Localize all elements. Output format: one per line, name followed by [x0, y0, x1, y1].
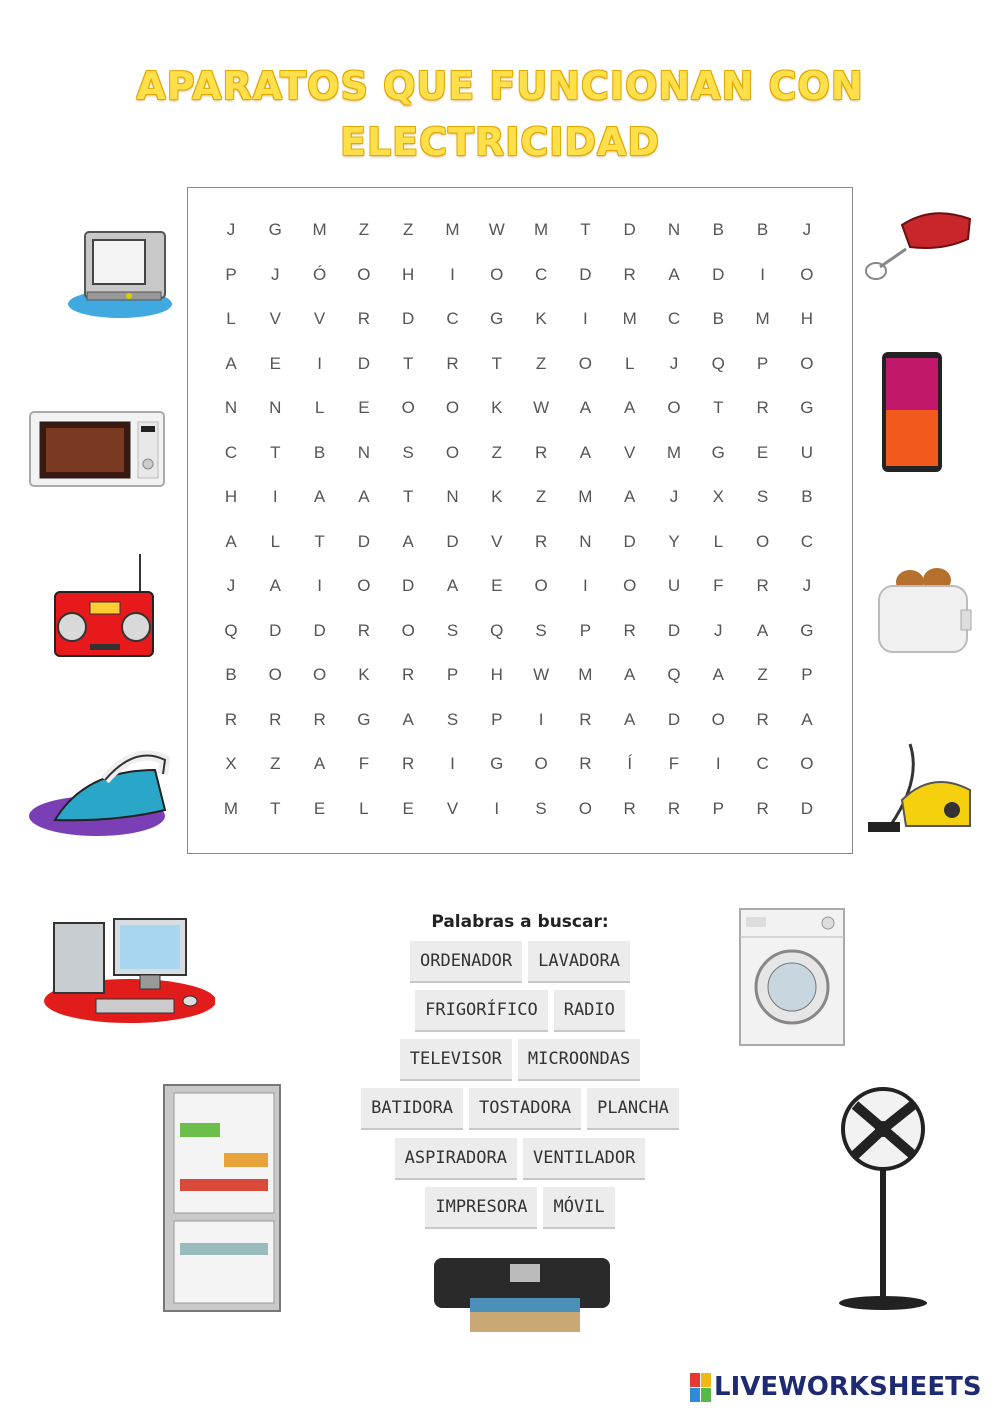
grid-cell[interactable]: B — [313, 442, 326, 462]
grid-cell[interactable]: S — [446, 620, 459, 640]
grid-cell[interactable]: L — [713, 531, 724, 551]
grid-cell[interactable]: B — [712, 220, 724, 239]
grid-cell[interactable]: J — [714, 620, 723, 640]
grid-cell[interactable]: A — [579, 442, 592, 462]
grid-cell[interactable]: O — [800, 353, 814, 373]
grid-cell[interactable]: L — [314, 398, 325, 417]
grid-cell[interactable]: P — [801, 665, 813, 684]
grid-cell[interactable]: I — [450, 264, 455, 284]
grid-cell[interactable]: F — [668, 754, 680, 773]
grid-cell[interactable]: X — [225, 754, 237, 773]
grid-cell[interactable]: R — [667, 798, 681, 818]
grid-cell[interactable]: R — [756, 709, 769, 729]
grid-cell[interactable]: F — [713, 576, 724, 595]
grid-cell[interactable]: R — [579, 754, 592, 773]
grid-cell[interactable]: K — [491, 398, 503, 417]
grid-cell[interactable]: T — [402, 487, 414, 506]
word-chip: ORDENADOR — [410, 941, 522, 983]
grid-cell[interactable]: A — [712, 665, 724, 684]
grid-cell[interactable]: A — [624, 709, 636, 729]
grid-cell[interactable]: E — [269, 353, 281, 373]
grid-cell[interactable]: D — [313, 620, 326, 640]
grid-cell[interactable]: E — [491, 576, 503, 595]
grid-cell[interactable]: I — [583, 309, 588, 328]
grid-cell[interactable]: R — [756, 798, 769, 818]
grid-cell[interactable]: C — [534, 264, 548, 284]
title-line-2: ELECTRICIDAD — [340, 120, 660, 164]
word-search-grid — [187, 187, 853, 854]
grid-cell[interactable]: M — [755, 309, 770, 328]
word-row — [340, 1187, 700, 1229]
grid-cell[interactable]: O — [490, 264, 504, 284]
grid-cell[interactable]: W — [488, 220, 505, 239]
grid-cell[interactable]: H — [402, 264, 415, 284]
grid-cell[interactable]: K — [491, 487, 503, 506]
grid-cell[interactable]: Q — [667, 665, 681, 684]
grid-cell[interactable]: Q — [490, 620, 504, 640]
grid-cell[interactable]: D — [402, 576, 415, 595]
grid-cell[interactable]: M — [312, 220, 327, 239]
grid-cell[interactable]: T — [270, 798, 281, 818]
grid-cell[interactable]: H — [224, 487, 238, 506]
grid-cell[interactable]: O — [401, 398, 415, 417]
grid-cell[interactable]: C — [756, 754, 769, 773]
grid-cell[interactable]: R — [402, 665, 415, 684]
grid-cell[interactable]: O — [534, 754, 548, 773]
word-chip: LAVADORA — [528, 941, 630, 983]
grid-cell[interactable]: Y — [668, 531, 680, 551]
title-line-1: APARATOS QUE FUNCIONAN CON — [136, 64, 864, 108]
grid-cell[interactable]: T — [314, 531, 325, 551]
grid-cell[interactable]: R — [446, 353, 459, 373]
grid-cell[interactable]: D — [712, 264, 725, 284]
grid-cell[interactable]: Z — [491, 442, 502, 462]
word-chip: TOSTADORA — [469, 1088, 581, 1130]
grid-cell[interactable]: O — [268, 665, 282, 684]
grid-cell[interactable]: A — [446, 576, 459, 595]
computer-image — [40, 915, 215, 1027]
grid-cell[interactable]: R — [313, 709, 326, 729]
grid-cell[interactable]: V — [624, 442, 636, 462]
grid-cell[interactable]: G — [268, 220, 282, 239]
grid-cell[interactable]: I — [317, 353, 322, 373]
grid-cell[interactable]: S — [402, 442, 414, 462]
grid-cell[interactable]: B — [712, 309, 724, 328]
grid-cell[interactable]: B — [225, 665, 237, 684]
grid-cell[interactable]: T — [713, 398, 724, 417]
grid-cell[interactable]: A — [313, 487, 326, 506]
grid-cell[interactable]: P — [579, 620, 592, 640]
grid-cell[interactable]: C — [446, 309, 459, 328]
word-chip: BATIDORA — [361, 1088, 463, 1130]
grid-cell[interactable]: N — [357, 442, 371, 462]
grid-cell[interactable]: D — [579, 264, 592, 284]
grid-cell[interactable]: D — [446, 531, 459, 551]
grid-cell[interactable]: D — [269, 620, 282, 640]
grid-cell[interactable]: O — [755, 531, 770, 551]
grid-cell[interactable]: J — [669, 353, 679, 373]
grid-cell[interactable]: A — [313, 754, 326, 773]
word-row — [340, 1088, 700, 1130]
grid-cell[interactable]: I — [538, 709, 544, 729]
grid-cell[interactable]: G — [357, 709, 371, 729]
grid-cell[interactable]: R — [623, 798, 636, 818]
grid-cell[interactable]: W — [533, 398, 550, 417]
grid-cell[interactable]: A — [801, 709, 813, 729]
grid-cell[interactable]: J — [226, 220, 236, 239]
grid-cell[interactable]: O — [357, 576, 371, 595]
grid-cell[interactable]: P — [756, 353, 769, 373]
word-row — [340, 1138, 700, 1180]
grid-cell[interactable]: R — [623, 620, 636, 640]
grid-cell[interactable]: J — [271, 264, 280, 284]
grid-cell[interactable]: G — [800, 620, 814, 640]
grid-cell[interactable]: R — [534, 442, 548, 462]
grid-cell[interactable]: C — [667, 309, 681, 328]
grid-cell[interactable]: M — [578, 487, 593, 506]
grid-cell[interactable]: Q — [711, 353, 725, 373]
grid-cell[interactable]: Z — [270, 754, 281, 773]
grid-cell[interactable]: P — [225, 264, 237, 284]
radio-image — [52, 552, 157, 660]
word-chip: PLANCHA — [587, 1088, 679, 1130]
grid-cell[interactable]: C — [800, 531, 814, 551]
grid-cell[interactable]: L — [359, 798, 369, 818]
grid-cell[interactable]: A — [402, 709, 414, 729]
grid-cell[interactable]: N — [224, 398, 238, 417]
grid-cell[interactable]: I — [272, 487, 278, 506]
grid-cell[interactable]: M — [578, 665, 593, 684]
logo-text: LIVEWORKSHEETS — [714, 1372, 982, 1402]
grid-cell[interactable]: Z — [402, 220, 414, 239]
grid-cell[interactable]: A — [358, 487, 370, 506]
grid-cell[interactable]: I — [317, 576, 322, 595]
grid-cell[interactable]: D — [667, 620, 681, 640]
grid-cell[interactable]: N — [446, 487, 459, 506]
grid-cell[interactable]: I — [583, 576, 588, 595]
grid-cell[interactable]: P — [446, 665, 459, 684]
grid-cell[interactable]: H — [800, 309, 814, 328]
grid-cell[interactable]: A — [624, 665, 636, 684]
toaster-image — [875, 560, 975, 660]
grid-cell[interactable]: O — [445, 398, 460, 417]
logo-mark-icon — [690, 1373, 711, 1402]
grid-cell[interactable]: A — [225, 531, 237, 551]
grid-cell[interactable]: V — [491, 531, 503, 551]
vacuum-image — [862, 740, 977, 845]
grid-cell[interactable]: I — [494, 798, 500, 818]
grid-cell[interactable]: H — [490, 665, 503, 684]
grid-cell[interactable]: M — [622, 309, 637, 328]
word-row — [340, 1039, 700, 1081]
liveworksheets-logo — [690, 1372, 982, 1402]
grid-cell[interactable]: G — [490, 309, 504, 328]
grid-cell[interactable]: G — [711, 442, 725, 462]
grid-cell[interactable]: A — [225, 353, 237, 373]
grid-cell[interactable]: O — [401, 620, 415, 640]
grid-cell[interactable]: L — [270, 531, 281, 551]
grid-cell[interactable]: V — [313, 309, 326, 328]
washing-machine-image — [738, 907, 846, 1047]
grid-cell[interactable]: D — [357, 531, 371, 551]
microwave-image — [28, 410, 168, 492]
word-chip: TELEVISOR — [400, 1039, 512, 1081]
word-row — [340, 990, 700, 1032]
grid-cell[interactable]: D — [357, 353, 371, 373]
grid-cell[interactable]: X — [712, 487, 724, 506]
grid-cell[interactable]: D — [623, 220, 636, 239]
grid-cell[interactable]: A — [269, 576, 281, 595]
grid-cell[interactable]: B — [756, 220, 769, 239]
grid-cell[interactable]: O — [711, 709, 725, 729]
grid-cell[interactable]: O — [534, 576, 548, 595]
grid-cell[interactable]: J — [802, 220, 812, 239]
grid-cell[interactable]: D — [800, 798, 814, 818]
grid-cell[interactable]: R — [579, 709, 592, 729]
word-chip: FRIGORÍFICO — [415, 990, 548, 1032]
grid-cell[interactable]: F — [358, 754, 370, 773]
grid-cell[interactable]: J — [226, 576, 236, 595]
grid-cell[interactable]: G — [800, 398, 814, 417]
grid-cell[interactable]: A — [579, 398, 592, 417]
word-row — [340, 941, 700, 983]
grid-cell[interactable]: A — [624, 487, 636, 506]
grid-cell[interactable]: A — [756, 620, 769, 640]
grid-cell[interactable]: E — [756, 442, 769, 462]
grid-cell[interactable]: P — [712, 798, 724, 818]
grid-cell[interactable]: I — [760, 264, 765, 284]
grid-cell[interactable]: O — [357, 264, 371, 284]
grid-cell[interactable]: E — [402, 798, 414, 818]
grid-cell[interactable]: O — [578, 798, 592, 818]
word-chip: IMPRESORA — [425, 1187, 537, 1229]
grid-cell[interactable]: Z — [535, 487, 547, 506]
grid-cell[interactable]: J — [802, 576, 812, 595]
grid-cell[interactable]: L — [226, 309, 236, 328]
grid-cell[interactable]: O — [312, 665, 327, 684]
grid-cell[interactable]: O — [445, 442, 460, 462]
word-chip: RADIO — [554, 990, 625, 1032]
grid-cell[interactable]: C — [224, 442, 238, 462]
grid-cell[interactable]: A — [668, 264, 680, 284]
grid-cell[interactable]: R — [623, 264, 636, 284]
grid-cell[interactable]: S — [535, 798, 547, 818]
iron-image — [25, 740, 175, 840]
grid-cell[interactable]: V — [446, 798, 459, 818]
mixer-image — [862, 205, 977, 285]
grid-cell[interactable]: N — [269, 398, 282, 417]
printer-image — [430, 1250, 615, 1335]
grid-cell[interactable]: R — [534, 531, 548, 551]
grid-cell[interactable]: E — [358, 398, 370, 417]
grid-cell[interactable]: T — [491, 353, 502, 373]
grid-cell[interactable]: O — [800, 754, 814, 773]
grid-cell[interactable]: S — [535, 620, 547, 640]
word-chip: MICROONDAS — [518, 1039, 640, 1081]
grid-cell[interactable]: R — [357, 620, 371, 640]
grid-cell[interactable]: Q — [224, 620, 238, 640]
grid-cell[interactable]: B — [801, 487, 813, 506]
grid-cell[interactable]: D — [667, 709, 681, 729]
grid-cell[interactable]: Z — [358, 220, 370, 239]
grid-cell[interactable]: Í — [627, 754, 633, 773]
word-chip: VENTILADOR — [523, 1138, 645, 1180]
grid-cell[interactable]: D — [623, 531, 636, 551]
grid-cell[interactable]: M — [666, 442, 682, 462]
grid-cell[interactable]: M — [445, 220, 460, 239]
words-title: Palabras a buscar: — [431, 912, 609, 932]
grid-cell[interactable]: Z — [757, 665, 768, 684]
fan-image — [825, 1085, 945, 1315]
grid-cell[interactable]: I — [450, 754, 455, 773]
grid-cell[interactable]: O — [623, 576, 637, 595]
grid-cell[interactable]: R — [269, 709, 282, 729]
grid-cell[interactable]: U — [800, 442, 814, 462]
grid-cell[interactable]: R — [756, 398, 769, 417]
grid-cell[interactable]: A — [624, 398, 636, 417]
grid-cell[interactable]: O — [800, 264, 814, 284]
grid-cell[interactable]: E — [313, 798, 326, 818]
grid-cell[interactable]: V — [269, 309, 281, 328]
grid-cell[interactable]: K — [535, 309, 547, 328]
tv-image — [65, 222, 175, 322]
grid-cell[interactable]: N — [667, 220, 681, 239]
grid-cell[interactable]: Z — [535, 353, 547, 373]
grid-cell[interactable]: A — [402, 531, 414, 551]
grid-cell[interactable]: I — [715, 754, 721, 773]
word-chip: MÓVIL — [543, 1187, 614, 1229]
grid-cell[interactable]: P — [491, 709, 503, 729]
grid-cell[interactable]: J — [669, 487, 679, 506]
grid-cell[interactable]: O — [578, 353, 592, 373]
grid-cell[interactable]: D — [402, 309, 415, 328]
grid-cell[interactable]: R — [402, 754, 415, 773]
grid-cell[interactable]: O — [667, 398, 681, 417]
grid-cell[interactable]: S — [756, 487, 769, 506]
grid-cell[interactable]: S — [446, 709, 459, 729]
fridge-image — [160, 1083, 285, 1313]
grid-cell[interactable]: U — [667, 576, 681, 595]
grid-cell[interactable]: M — [223, 798, 239, 818]
grid-cell[interactable]: M — [534, 220, 549, 239]
grid-cell[interactable]: K — [358, 665, 370, 684]
grid-cell[interactable]: L — [624, 353, 635, 373]
word-chip: ASPIRADORA — [395, 1138, 517, 1180]
grid-cell[interactable]: N — [579, 531, 592, 551]
grid-cell[interactable]: Ó — [312, 264, 327, 284]
grid-cell[interactable]: W — [533, 665, 550, 684]
grid-cell[interactable]: T — [402, 353, 414, 373]
grid-cell[interactable]: R — [224, 709, 238, 729]
phone-image — [880, 350, 945, 475]
grid-cell[interactable]: T — [580, 220, 591, 239]
grid-cell[interactable]: T — [270, 442, 281, 462]
grid-cell[interactable]: R — [756, 576, 769, 595]
grid-cell[interactable]: G — [490, 754, 504, 773]
grid-cell[interactable]: R — [357, 309, 371, 328]
